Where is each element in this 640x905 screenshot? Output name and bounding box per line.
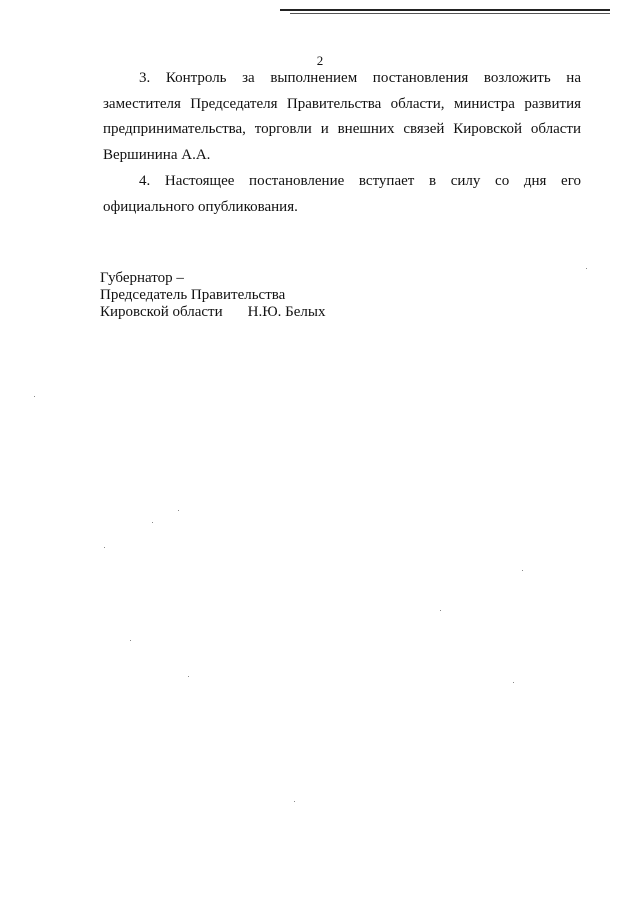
scan-speck <box>178 510 179 511</box>
paragraph-control: 3. Контроль за выполнением постановления возложить на заместителя Председателя Правительства области, министра развития предпринимательства, торговли и внешних связей Кировской области Вершинина А.А. <box>103 70 581 163</box>
page-number: 2 <box>316 53 324 68</box>
scan-speck <box>586 268 587 269</box>
scan-top-edge-line <box>280 9 610 11</box>
signature-title-governor: Губернатор – <box>100 270 184 286</box>
signature-title-chairman: Председатель Правительства <box>100 287 286 303</box>
scan-speck <box>440 610 441 611</box>
scan-speck <box>513 682 514 683</box>
scan-speck <box>188 676 189 677</box>
scan-speck <box>34 396 35 397</box>
scan-speck <box>522 570 523 571</box>
signature-region-line <box>100 304 325 321</box>
signature-region: Кировской области <box>100 304 223 320</box>
scan-top-edge-line-thin <box>290 13 610 14</box>
signature-name: Н.Ю. Белых <box>247 304 326 320</box>
scan-speck <box>130 640 131 641</box>
scan-speck <box>152 522 153 523</box>
paragraph-effective-date: 4. Настоящее постановление вступает в силу со дня его официального опубликования. <box>103 173 581 215</box>
scan-speck <box>104 547 105 548</box>
scan-speck <box>294 801 295 802</box>
signature-block <box>100 270 325 321</box>
